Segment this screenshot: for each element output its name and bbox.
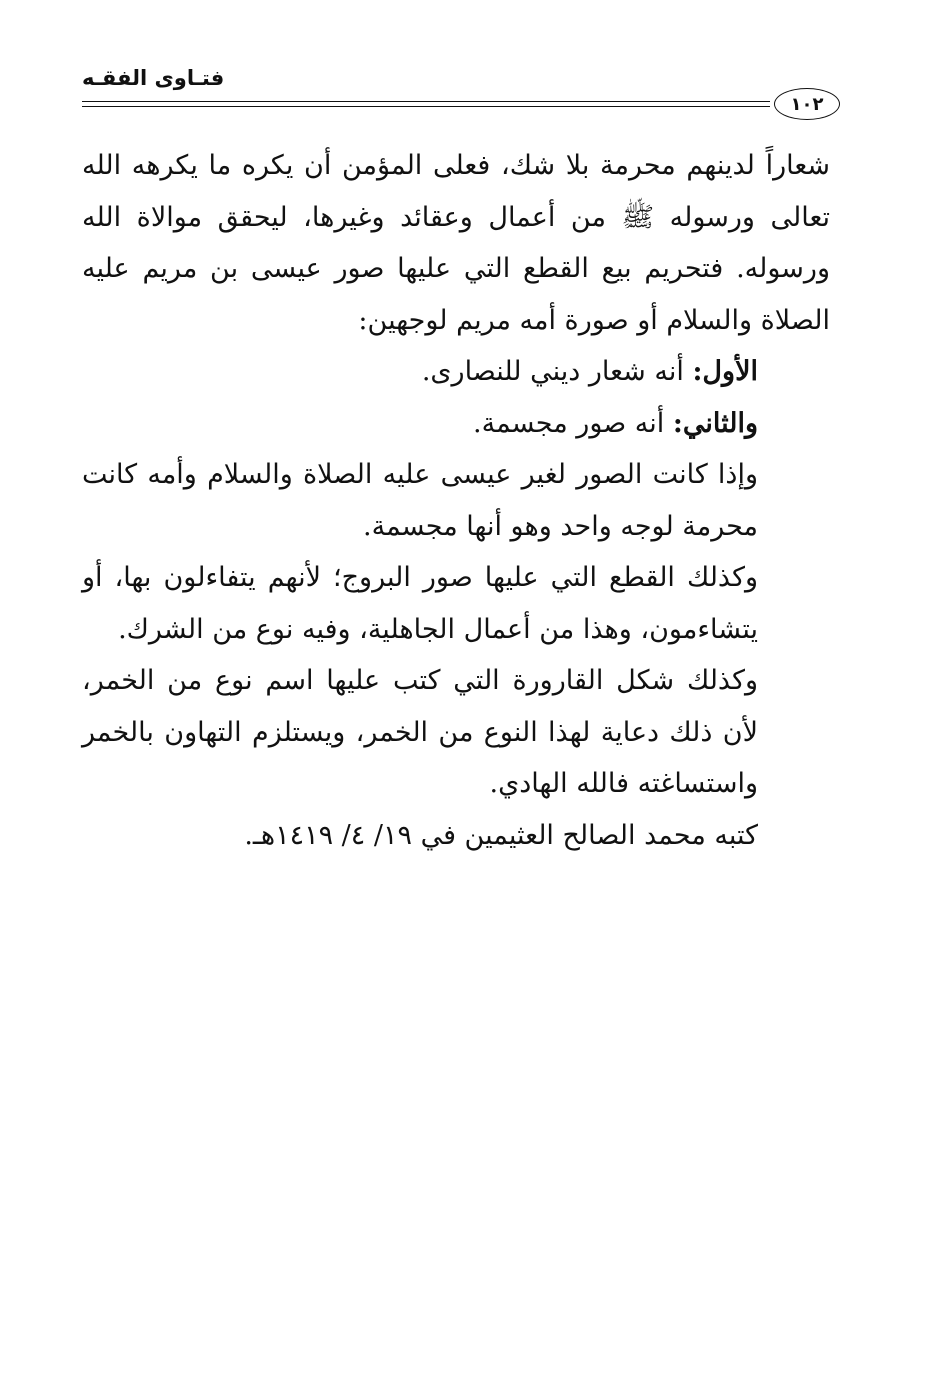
point-1-label: الأول:	[692, 356, 758, 387]
header-rule-bottom	[82, 106, 770, 107]
paragraph-4: وكذلك شكل القارورة التي كتب عليها اسم نوع من الخمر، لأن ذلك دعاية لهذا النوع من الخمر، ويستلزم التهاون بالخمر واستساغته فالله الهادي.	[82, 665, 758, 799]
point-1	[82, 346, 830, 398]
paragraph-2: وإذا كانت الصور لغير عيسى عليه الصلاة والسلام وأمه كانت محرمة لوجه واحد وهو أنها مجسمة.	[82, 459, 758, 542]
book-title: فتـاوى الفقـه	[82, 66, 225, 90]
point-1-text: أنه شعار ديني للنصارى.	[421, 356, 684, 387]
page-number: ١٠٢	[774, 88, 840, 120]
paragraph-3: وكذلك القطع التي عليها صور البروج؛ لأنهم يتفاءلون بها، أو يتشاءمون، وهذا من أعمال الجاهلية، وفيه نوع من الشرك.	[82, 562, 758, 645]
page-body	[82, 140, 830, 861]
point-2	[82, 398, 830, 450]
page-header	[82, 62, 840, 122]
signature: كتبه محمد الصالح العثيمين في ١٩/ ٤/ ١٤١٩هـ.	[244, 819, 758, 851]
paragraph-1: شعاراً لدينهم محرمة بلا شك، فعلى المؤمن أن يكره ما يكرهه الله تعالى ورسوله ﷺ من أعمال وعقائد وغيرها، ليحقق موالاة الله ورسوله. فتحريم بيع القطع التي عليها صور عيسى بن مريم عليه الصلاة والسلام أو صورة أمه مريم لوجهين:	[82, 150, 830, 336]
point-2-label: والثاني:	[672, 407, 758, 439]
header-rule-top	[82, 101, 770, 102]
point-2-text: أنه صور مجسمة.	[473, 407, 665, 439]
